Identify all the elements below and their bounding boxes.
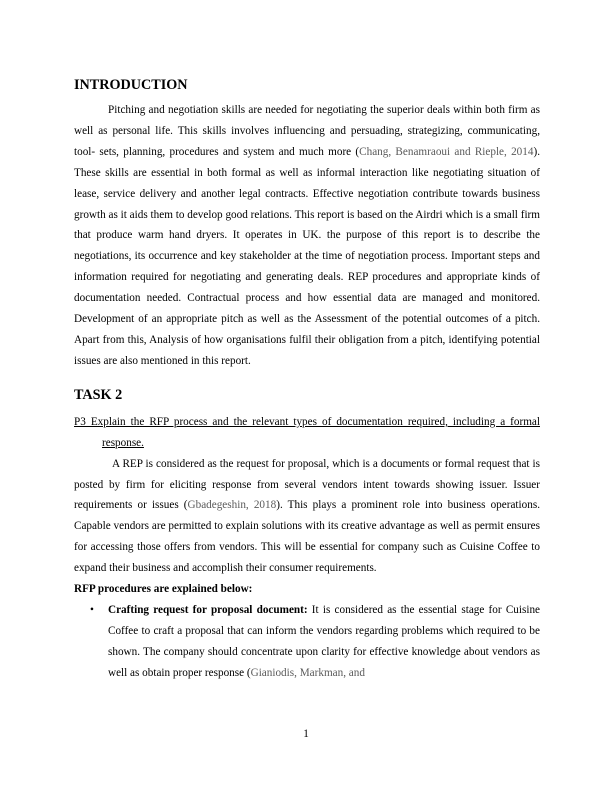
task2-heading: TASK 2 (74, 386, 123, 403)
rfp-paragraph (74, 454, 540, 579)
bullet-icon: • (90, 603, 94, 616)
intro-text-b: ). These skills are essential in both formal as well as informal interaction like negotiating situation of lease, service delivery and another legal contracts. Effective negotiation contribute towards business growth as it aids them to develop good relations. This report is based on the Airdri which is a small firm that produce warm hand dryers. It operates in UK. the purpose of this report is to describe the negotiations, its occurrence and key stakeholder at the time of negotiation process. Important steps and information required for negotiating and generating deals. REP procedures and appropriate kinds of documentation needed. Contractual process and how essential data are managed and monitored. Development of an appropriate pitch as well as the Assessment of the potential outcomes of a pitch. Apart from this, Analysis of how organisations fulfil their obligation from a pitch, identifying potential issues are also mentioned in this report. (74, 145, 540, 367)
rfp-text-b: ). This plays a prominent role into business operations. Capable vendors are permitted to explain solutions with its creative advantage as well as permit ensures for accessing those offers from vendors. This will be essential for company such as Cuisine Coffee to expand their business and accomplish their consumer requirements. (74, 499, 540, 575)
intro-citation: Chang, Benamraoui and Rieple, 2014 (359, 145, 534, 158)
rfp-procedures-list (74, 600, 540, 684)
rfp-text-a: A REP is considered as the request for proposal, which is a documents or formal request that is posted by firm for eliciting response from several vendors intent towards showing issuer. Issuer requirements or issues ( (74, 457, 540, 512)
introduction-paragraph (74, 100, 540, 372)
page-content (74, 74, 540, 684)
list-item-text: It is considered as the essential stage for Cuisine Coffee to craft a proposal that can inform the vendors regarding problems which required to be shown. The company should concentrate upon clarity for effective knowledge about vendors as well as obtain proper response ( (108, 603, 541, 679)
list-item-citation: Gianiodis, Markman, and (250, 666, 365, 679)
p3-title: P3 Explain the RFP process and the relevant types of documentation required, including a formal response. (74, 415, 540, 449)
intro-text-a: Pitching and negotiation skills are needed for negotiating the superior deals within both firm as well as personal life. This skills involves influencing and persuading, strategizing, communicating, tool- sets, planning, procedures and system and much more ( (74, 104, 540, 158)
list-item (74, 600, 540, 684)
page-number: 1 (303, 728, 309, 740)
introduction-heading: INTRODUCTION (74, 77, 188, 93)
rfp-procedures-heading: RFP procedures are explained below: (74, 583, 253, 596)
rfp-citation: Gbadegeshin, 2018 (187, 499, 277, 512)
list-item-title: Crafting request for proposal document: (108, 603, 308, 616)
